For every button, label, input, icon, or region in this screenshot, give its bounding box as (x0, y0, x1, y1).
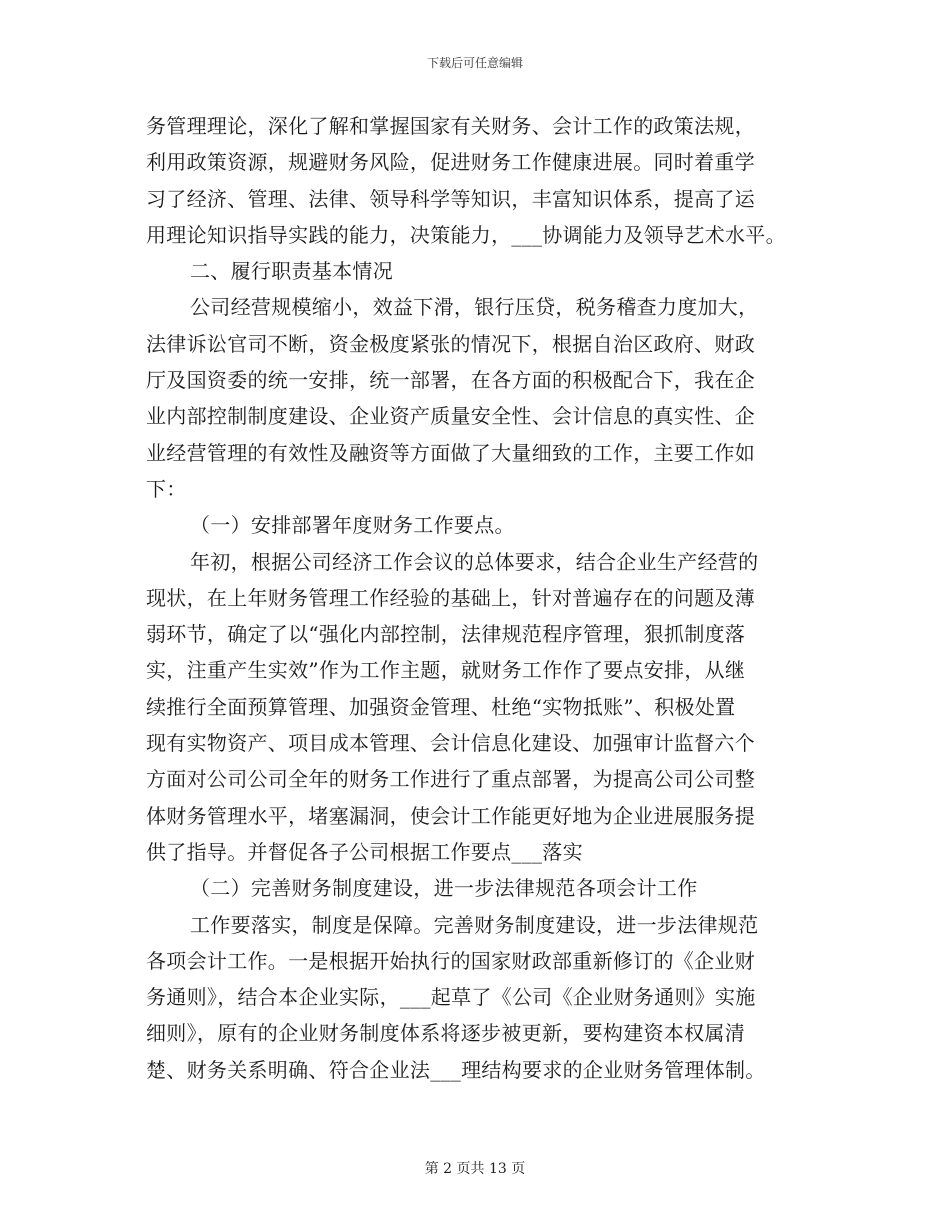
text-line: 二、履行职责基本情况 (190, 259, 393, 284)
page-header: 下载后可任意编辑 (426, 56, 523, 70)
text-line: 工作要落实，制度是保障。完善财务制度建设，进一步法律规范 (190, 912, 759, 937)
text-line: 下： (146, 476, 187, 501)
text-line: 现有实物资产、项目成本管理、会计信息化建设、加强审计监督六个 (146, 731, 755, 756)
page-footer: 第 2 页共 13 页 (424, 1161, 526, 1177)
text-line: 现状，在上年财务管理工作经验的基础上，针对普遍存在的问题及薄 (146, 585, 755, 610)
text-line: 细则》，原有的企业财务制度体系将逐步被更新，要构建资本权属清 (146, 1021, 745, 1046)
text-line: 实，注重产生实效”作为工作主题，就财务工作作了要点安排，从继 (146, 658, 746, 683)
text-line: 公司经营规模缩小，效益下滑，银行压贷，税务稽查力度加大， (190, 295, 759, 320)
text-line: 续推行全面预算管理、加强资金管理、杜绝“实物抵账”、积极处置 (146, 694, 736, 719)
text-line: 用理论知识指导实践的能力，决策能力，___协调能力及领导艺术水平。 (146, 222, 786, 247)
text-line: 年初，根据公司经济工作会议的总体要求，结合企业生产经营的 (190, 549, 759, 574)
text-line: 各项会计工作。一是根据开始执行的国家财政部重新修订的《企业财 (146, 948, 755, 973)
text-line: 业经营管理的有效性及融资等方面做了大量细致的工作，主要工作如 (146, 440, 755, 465)
text-line: 法律诉讼官司不断，资金极度紧张的情况下，根据自治区政府、财政 (146, 331, 755, 356)
text-line: 方面对公司公司全年的财务工作进行了重点部署，为提高公司公司整 (146, 767, 755, 792)
text-line: 体财务管理水平，堵塞漏洞，使会计工作能更好地为企业进展服务提 (146, 803, 755, 828)
text-line: 务管理理论，深化了解和掌握国家有关财务、会计工作的政策法规， (146, 114, 755, 138)
text-line: 供了指导。并督促各子公司根据工作要点___落实 (146, 839, 583, 864)
text-line: 习了经济、管理、法律、领导科学等知识，丰富知识体系，提高了运 (146, 186, 755, 211)
text-line: 楚、财务关系明确、符合企业法___理结构要求的企业财务管理体制。 (146, 1057, 766, 1082)
text-line: 业内部控制制度建设、企业资产质量安全性、会计信息的真实性、企 (146, 404, 755, 429)
document-body (146, 108, 806, 1088)
text-line: 务通则》，结合本企业实际，___起草了《公司《企业财务通则》实施 (146, 985, 756, 1010)
text-line: （二）完善财务制度建设，进一步法律规范各项会计工作 (190, 876, 698, 901)
text-line: （一）安排部署年度财务工作要点。 (190, 513, 515, 538)
text-line: 利用政策资源，规避财务风险，促进财务工作健康进展。同时着重学 (146, 150, 755, 175)
text-line: 弱环节，确定了以“强化内部控制，法律规范程序管理，狠抓制度落 (146, 622, 746, 647)
text-line: 厅及国资委的统一安排，统一部署，在各方面的积极配合下，我在企 (146, 368, 755, 393)
